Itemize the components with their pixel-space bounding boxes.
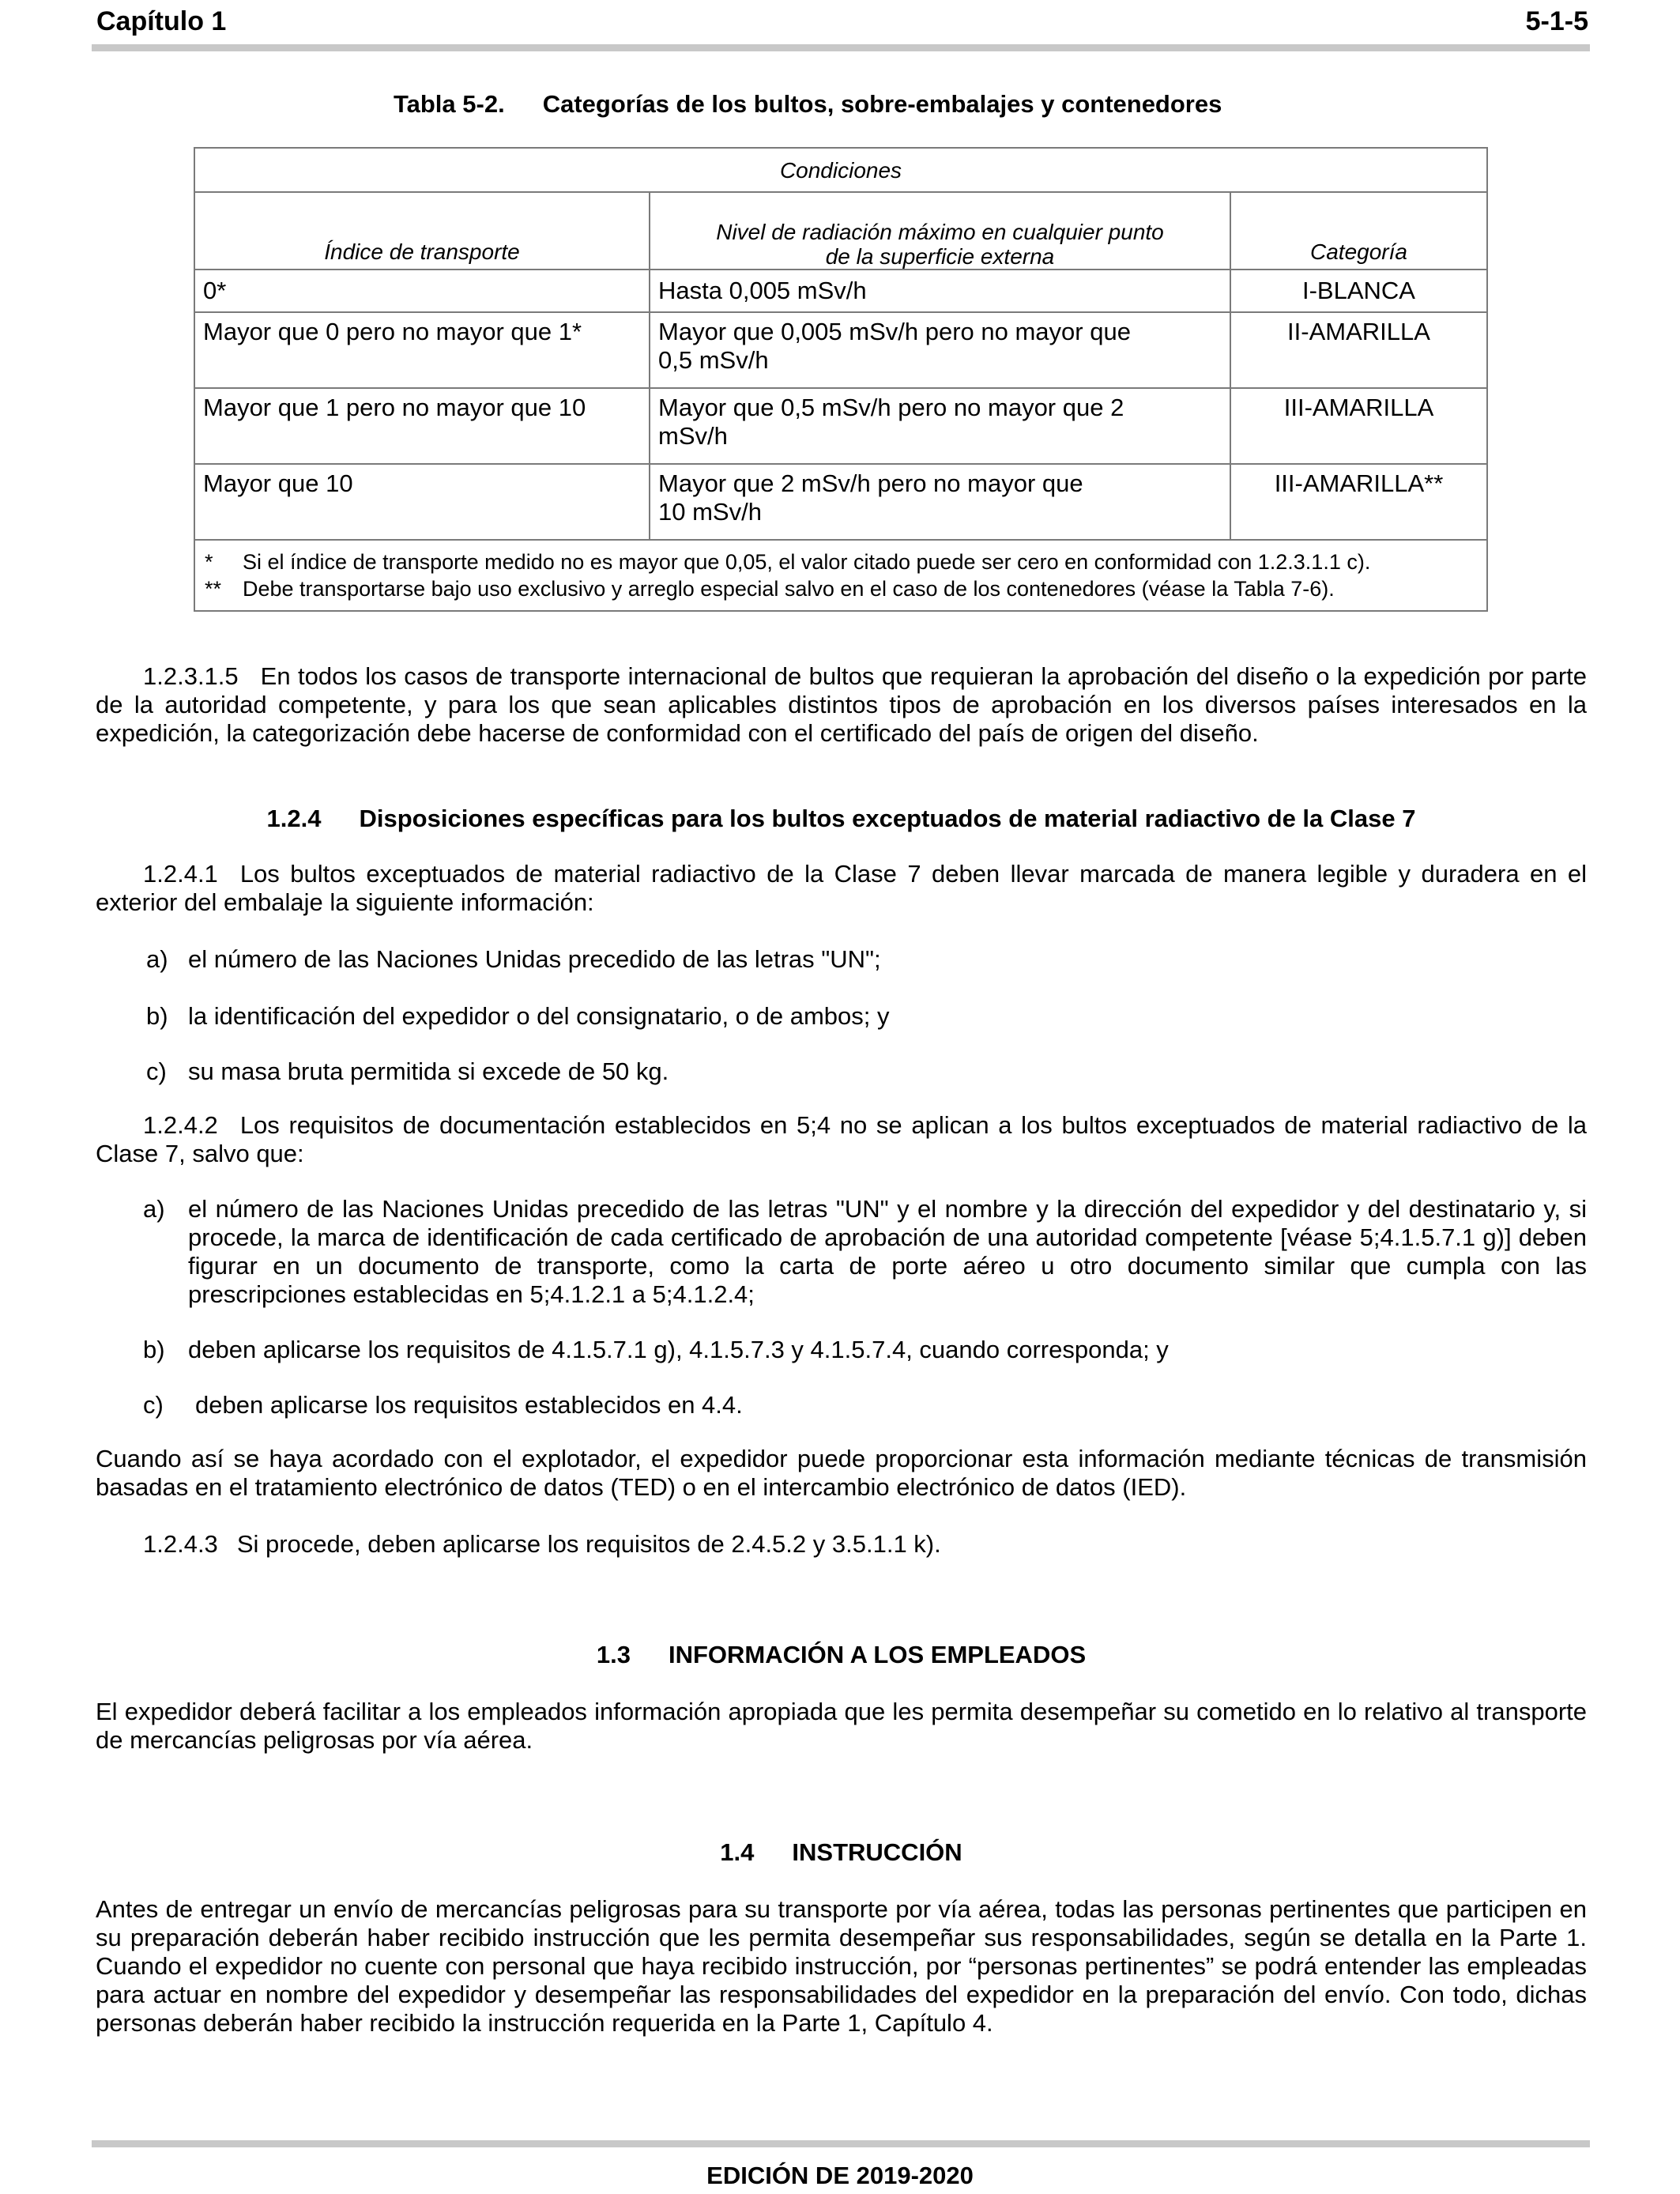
cell-category: I-BLANCA — [1230, 270, 1487, 312]
section-heading-1-3 — [96, 1639, 1587, 1671]
paragraph-1-2-3-1-5 — [96, 662, 1587, 748]
paragraph-text: Si procede, deben aplicarse los requisitos de 2.4.5.2 y 3.5.1.1 k). — [236, 1530, 941, 1558]
list-text: la identificación del expedidor o del consignatario, o de ambos; y — [188, 1002, 890, 1030]
table-caption — [394, 89, 1222, 120]
section-heading-1-4 — [96, 1837, 1587, 1868]
footer-rule — [92, 2140, 1590, 2147]
cell-index: 0* — [194, 270, 650, 312]
list-mark: b) — [146, 1002, 168, 1030]
list-item — [96, 1057, 1587, 1086]
heading-number: 1.4 — [720, 1838, 755, 1866]
list-item — [96, 1195, 1587, 1309]
cell-radiation: Mayor que 0,5 mSv/h pero no mayor que 2 mSv/h — [650, 388, 1230, 464]
note-mark: ** — [205, 577, 222, 601]
paragraph-1-3: El expedidor deberá facilitar a los empleados información apropiada que les permita desempeñar su cometido en lo relativo al transporte de mercancías peligrosas por vía aérea. — [96, 1698, 1587, 1754]
list-mark: a) — [143, 1195, 165, 1223]
paragraph-text: Los bultos exceptuados de material radiactivo de la Clase 7 deben llevar marcada de manera legible y duradera en el exterior del embalaje la siguiente información: — [96, 860, 1587, 916]
col-header-category: Categoría — [1230, 192, 1487, 270]
cell-index: Mayor que 10 — [194, 464, 650, 540]
section-heading-1-2-4 — [96, 803, 1587, 835]
table-notes — [194, 540, 1487, 611]
list-text: deben aplicarse los requisitos de 4.1.5.7.1 g), 4.1.5.7.3 y 4.1.5.7.4, cuando corresponda; y — [188, 1336, 1169, 1363]
paragraph-number: 1.2.4.1 — [143, 860, 218, 888]
table-note — [205, 575, 1477, 602]
paragraph-text: En todos los casos de transporte internacional de bultos que requieran la aprobación del diseño o la expedición por parte de la autoridad competente, y para los que sean aplicables distintos tipos de aprobación en los diversos países interesados en la expedición, la categorización debe hacerse de conformidad con el certificado del país de origen del diseño. — [96, 662, 1587, 747]
note-mark: * — [205, 550, 213, 574]
col-header-radiation: Nivel de radiación máximo en cualquier punto de la superficie externa — [650, 192, 1230, 270]
list-mark: c) — [143, 1391, 164, 1419]
list-item — [96, 945, 1587, 974]
page-header — [95, 2, 1588, 41]
heading-title: Disposiciones específicas para los bultos exceptuados de material radiactivo de la Clase 7 — [359, 805, 1416, 832]
list-mark: b) — [143, 1336, 165, 1363]
heading-number: 1.3 — [596, 1641, 631, 1668]
paragraph-number: 1.2.4.2 — [143, 1111, 218, 1139]
list-mark: a) — [146, 945, 168, 973]
table-row — [194, 388, 1487, 464]
cell-index: Mayor que 1 pero no mayor que 10 — [194, 388, 650, 464]
paragraph-1-2-4-1 — [96, 860, 1587, 917]
page-number: 5-1-5 — [1525, 6, 1588, 36]
paragraph-cuando: Cuando así se haya acordado con el explotador, el expedidor puede proporcionar esta información mediante técnicas de transmisión basadas en el tratamiento electrónico de datos (TED) o en el intercambio electrónico de datos (IED). — [96, 1445, 1587, 1501]
note-text: Si el índice de transporte medido no es mayor que 0,05, el valor citado puede ser cero en conformidad con 1.2.3.1.1 c). — [243, 550, 1371, 574]
footer-edition: EDICIÓN DE 2019-2020 — [706, 2162, 974, 2189]
header-rule — [92, 44, 1590, 51]
note-text: Debe transportarse bajo uso exclusivo y arreglo especial salvo en el caso de los contenedores (véase la Tabla 7-6). — [243, 577, 1335, 601]
cell-index: Mayor que 0 pero no mayor que 1* — [194, 312, 650, 388]
conditions-header: Condiciones — [194, 148, 1487, 192]
cell-category: II-AMARILLA — [1230, 312, 1487, 388]
paragraph-1-2-4-2 — [96, 1111, 1587, 1168]
cell-radiation: Mayor que 2 mSv/h pero no mayor que 10 mSv/h — [650, 464, 1230, 540]
list-item — [96, 1002, 1587, 1031]
paragraph-1-2-4-3 — [96, 1530, 1587, 1559]
list-item — [96, 1336, 1587, 1364]
paragraph-text: Los requisitos de documentación establecidos en 5;4 no se aplican a los bultos exceptuados de material radiactivo de la Clase 7, salvo que: — [96, 1111, 1587, 1167]
table-row — [194, 312, 1487, 388]
cell-category: III-AMARILLA** — [1230, 464, 1487, 540]
list-item — [96, 1391, 1587, 1419]
col-header-index: Índice de transporte — [194, 192, 650, 270]
table-note — [205, 548, 1477, 575]
paragraph-number: 1.2.3.1.5 — [143, 662, 239, 690]
table-row — [194, 270, 1487, 312]
list-text: deben aplicarse los requisitos establecidos en 4.4. — [195, 1391, 743, 1419]
paragraph-number: 1.2.4.3 — [143, 1530, 218, 1558]
list-text: su masa bruta permitida si excede de 50 kg. — [188, 1057, 669, 1085]
heading-number: 1.2.4 — [266, 805, 322, 832]
cell-category: III-AMARILLA — [1230, 388, 1487, 464]
heading-title: INFORMACIÓN A LOS EMPLEADOS — [668, 1641, 1087, 1668]
heading-title: INSTRUCCIÓN — [792, 1838, 962, 1866]
chapter-label: Capítulo 1 — [96, 6, 227, 36]
cell-radiation: Mayor que 0,005 mSv/h pero no mayor que 0,5 mSv/h — [650, 312, 1230, 388]
paragraph-1-4: Antes de entregar un envío de mercancías peligrosas para su transporte por vía aérea, todas las personas pertinentes que participen en su preparación deberán haber recibido instrucción que les permita desempeñar sus responsabilidades, según se detalla en la Parte 1. Cuando el expedidor no cuente con personal que haya recibido instrucción, por “personas pertinentes” se podrá entender las empleadas para actuar en nombre del expedidor y desempeñar las responsabilidades del expedidor en la preparación del envío. Con todo, dichas personas deberán haber recibido la instrucción requerida en la Parte 1, Capítulo 4. — [96, 1895, 1587, 2037]
table-number: Tabla 5-2. — [394, 90, 505, 118]
table-title: Categorías de los bultos, sobre-embalajes y contenedores — [542, 90, 1222, 118]
table-row — [194, 464, 1487, 540]
list-mark: c) — [146, 1057, 167, 1085]
list-text: el número de las Naciones Unidas precedido de las letras "UN"; — [188, 945, 881, 973]
list-text: el número de las Naciones Unidas precedido de las letras "UN" y el nombre y la dirección del expedidor y del destinatario y, si procede, la marca de identificación de cada certificado de aprobación de una autoridad competente [véase 5;4.1.5.7.1 g)] deben figurar en un documento de transporte, como la carta de porte aéreo u otro documento similar que cumpla con las prescripciones establecidas en 5;4.1.2.1 a 5;4.1.2.4; — [188, 1195, 1587, 1308]
cell-radiation: Hasta 0,005 mSv/h — [650, 270, 1230, 312]
category-table — [194, 147, 1488, 612]
